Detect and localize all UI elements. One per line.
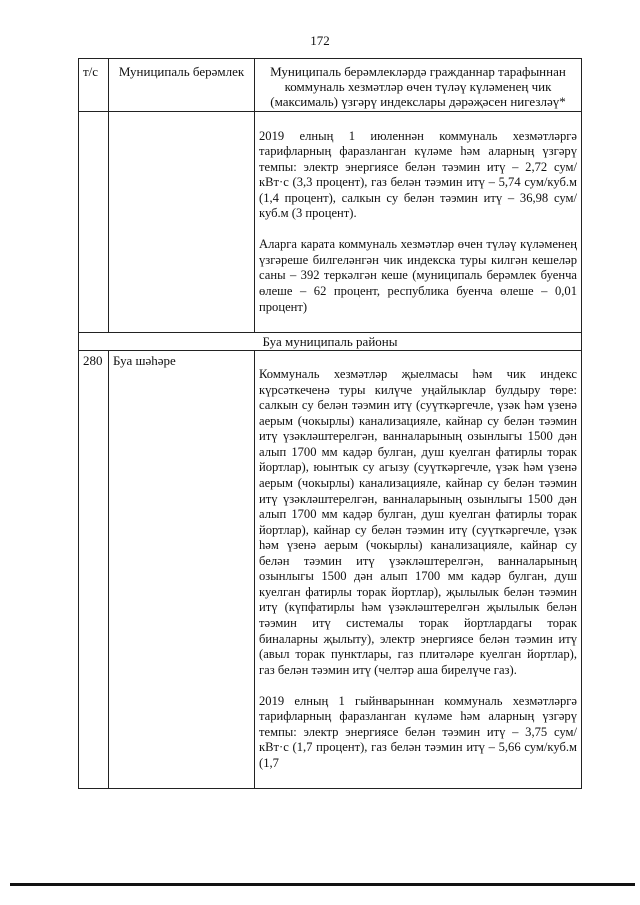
- header-municipality: Муниципаль берәмлек: [109, 59, 255, 112]
- bottom-border: [10, 883, 635, 886]
- row-justification: [255, 350, 582, 788]
- header-number: т/с: [79, 59, 109, 112]
- row-name-empty: [109, 112, 255, 333]
- row-justification: [255, 112, 582, 333]
- paragraph: Аларга карата коммуналь хезмәтләр өчен түләү күләменең үзгәреше билгеләнгән чик индекска туры килгән кешеләр саны – 392 теркәлгән кеше (муниципаль берәмлек буенча өлеше – 62 процент, республика буенча өлеше – 0,01 процент): [259, 237, 577, 314]
- table-header-row: [79, 59, 582, 112]
- section-row: [79, 332, 582, 350]
- paragraph: Коммуналь хезмәтләр җыелмасы һәм чик индекс күрсәткеченә туры килүче уңайлыклар булдыру төре: салкын су белән тәэмин итү (суүткәргечле, үзәк һәм үзенә аерым (чокырлы) канализацияле, кайнар су белән тәэмин итү үзәкләштерелгән, ванналарының озынлыгы 1500 дән алып 1700 мм кадәр булган, душ куелган фатирлы торак йортлар), юынтык су агызу (суүткәргечле, үзәк һәм үзенә аерым (чокырлы) канализацияле, кайнар су белән тәэмин итү үзәкләштерелгән, ванналарының озынлыгы 1500 дән алып 1700 мм кадәр булган, душ куелган фатирлы торак йортлар), кайнар су белән тәэмин итү (суүткәргечле, үзәк һәм үзенә аерым (чокырлы) канализацияле, кайнар су белән тәэмин итү үзәкләштерелгән, ванналарының озынлыгы 1500 дән алып 1700 мм кадәр булган, душ куелган фатирлы торак йортлар), җылылык белән тәэмин итү (күпфатирлы һәм үзәкләштерелгән җылылык белән тәэмин итү системалы торак йортлардагы торак биналарны җылыту), электр энергиясе белән тәэмин итү (авыл торак пунктлары, газ плитәләре куелган йортлар), газ белән тәэмин итү (челтәр аша бирелүче газ).: [259, 367, 577, 677]
- table-row: [79, 350, 582, 788]
- row-number-empty: [79, 112, 109, 333]
- row-number: 280: [79, 350, 109, 788]
- paragraph: 2019 елның 1 июленнән коммуналь хезмәтләргә тарифларның фаразланган күләме һәм аларның үзгәрү темпы: электр энергиясе белән тәэмин итү – 2,72 сум/кВт·с (3,3 процент), газ белән тәэмин итү – 5,74 сум/куб.м (1,4 процент), салкын су белән тәэмин итү – 36,98 сум/куб.м (3 процент).: [259, 128, 577, 221]
- index-table: [78, 58, 582, 789]
- table-row: [79, 112, 582, 333]
- page-number: 172: [310, 33, 330, 48]
- header-justification: Муниципаль берәмлекләрдә гражданнар тарафыннан коммуналь хезмәтләр өчен түләү күләменең чик (максималь) үзгәрү индекслары дәрәҗәсен нигезләү*: [255, 59, 582, 112]
- paragraph: 2019 елның 1 гыйнварыннан коммуналь хезмәтләргә тарифларның фаразланган күләме һәм аларның үзгәрү темпы: электр энергиясе белән тәэмин итү – 3,75 сум/кВт·с (1,7 процент), газ белән тәэмин итү – 5,66 сум/куб.м (1,7: [259, 693, 577, 770]
- row-municipality-name: Буа шәһәре: [109, 350, 255, 788]
- section-title: Буа муниципаль районы: [79, 332, 582, 350]
